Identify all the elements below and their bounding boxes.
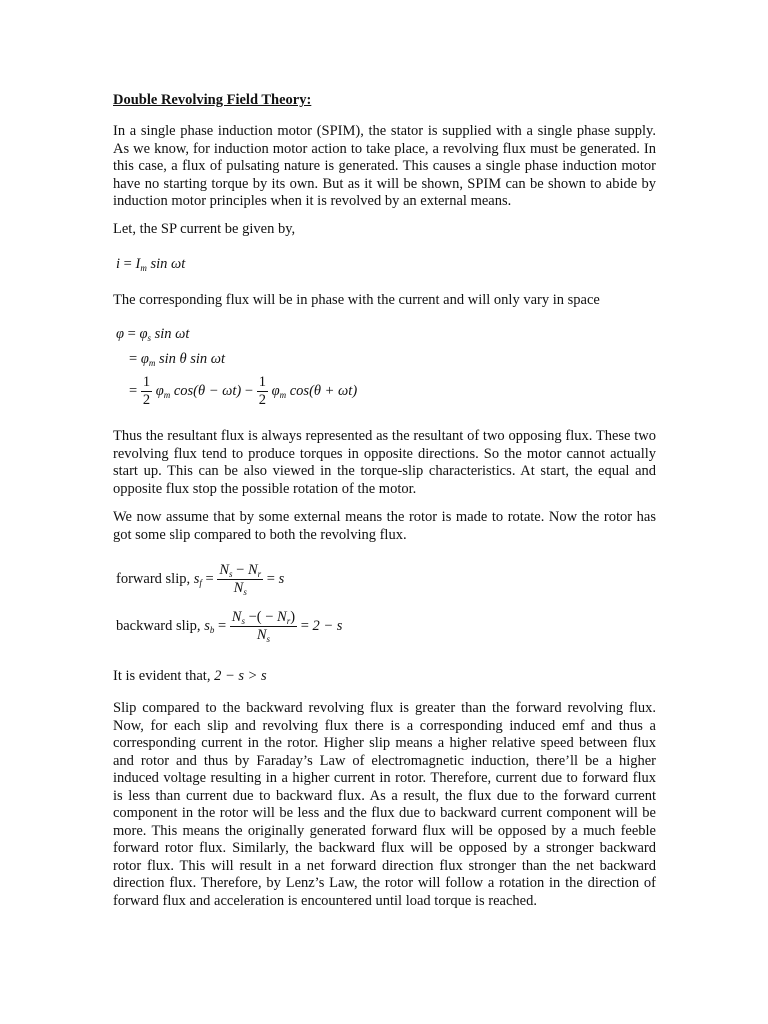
fraction-half-2: $\frac{1}{2}$ <box>258 374 266 408</box>
paragraph-external-rotation: We now assume that by some external means the rotor is made to rotate. Now the rotor has got some slip compared to both the revolving flux. <box>113 509 656 543</box>
paragraph-flux-intro: The corresponding flux will be in phase with the current and will only vary in space <box>113 292 600 308</box>
fraction-backward-slip: $\frac{N_s -( - N_r)}{N_s}$ <box>231 609 296 644</box>
equation-evident: 2 − s > s <box>214 668 267 684</box>
equation-flux-1: $\varphi = \varphi_s$ sin ωt <box>116 326 190 343</box>
equation-current: $i = I_m$ sin ωt <box>116 256 186 273</box>
equation-backward-slip: backward slip, $s_b$ = $\frac{N_s -( - N_r)}{N_s}$ = 2 − s <box>116 609 343 644</box>
equation-flux-3: = $\frac{1}{2}$ $\varphi_m$ cos(θ − ωt) − $\frac{1}{2}$ $\varphi_m$ cos(θ + ωt) <box>129 374 358 408</box>
document-title: Double Revolving Field Theory: <box>113 92 312 108</box>
paragraph-slip-comparison: Slip compared to the backward revolving flux is greater than the forward revolving flux. Now, for each slip and revolving flux there is a corresponding induced emf and thus a corresponding current in the rotor. Higher slip means a higher relative speed between flux and rotor and thus by Faraday’s Law of electromagnetic induction, there’ll be a higher induced voltage resulting in a higher current in rotor. Therefore, current due to forward flux is less than current due to backward flux. As a result, the flux due to the forward current component in the rotor will be less and the flux due to backward current component will be more. This means the originally generated forward flux will be opposed by a much feeble forward rotor flux. Similarly, the backward flux will be opposed by a stronger backward rotor flux. This will result in a net forward direction flux stronger than the net backward direction flux. Therefore, by Lenz’s Law, the rotor will follow a rotation in the direction of forward flux and acceleration is encountered until load torque is reached. <box>113 700 656 909</box>
equation-flux-2: = $\varphi_m$ sin θ sin ωt <box>129 351 226 368</box>
paragraph-resultant-flux: Thus the resultant flux is always represented as the resultant of two opposing flux. These two revolving flux tend to produce torques in opposite directions. So the motor cannot actually start up. This can be also viewed in the torque-slip characteristics. At start, the equal and opposite flux stop the possible rotation of the motor. <box>113 428 656 497</box>
paragraph-evident: It is evident that, 2 − s > s <box>113 668 267 684</box>
paragraph-current-intro: Let, the SP current be given by, <box>113 221 296 237</box>
paragraph-intro: In a single phase induction motor (SPIM), the stator is supplied with a single phase supply. As we know, for induction motor action to take place, a revolving flux must be generated. In this case, a flux of pulsating nature is generated. This causes a single phase induction motor have no starting torque by its own. But as it will be shown, SPIM can be shown to abide by induction motor principles when it is revolved by an external means. <box>113 123 656 209</box>
fraction-forward-slip: $\frac{N_s - N_r}{N_s}$ <box>219 562 262 597</box>
fraction-half-1: $\frac{1}{2}$ <box>142 374 151 408</box>
equation-forward-slip: forward slip, $s_f$ = $\frac{N_s - N_r}{N_s}$ = s <box>116 562 285 597</box>
